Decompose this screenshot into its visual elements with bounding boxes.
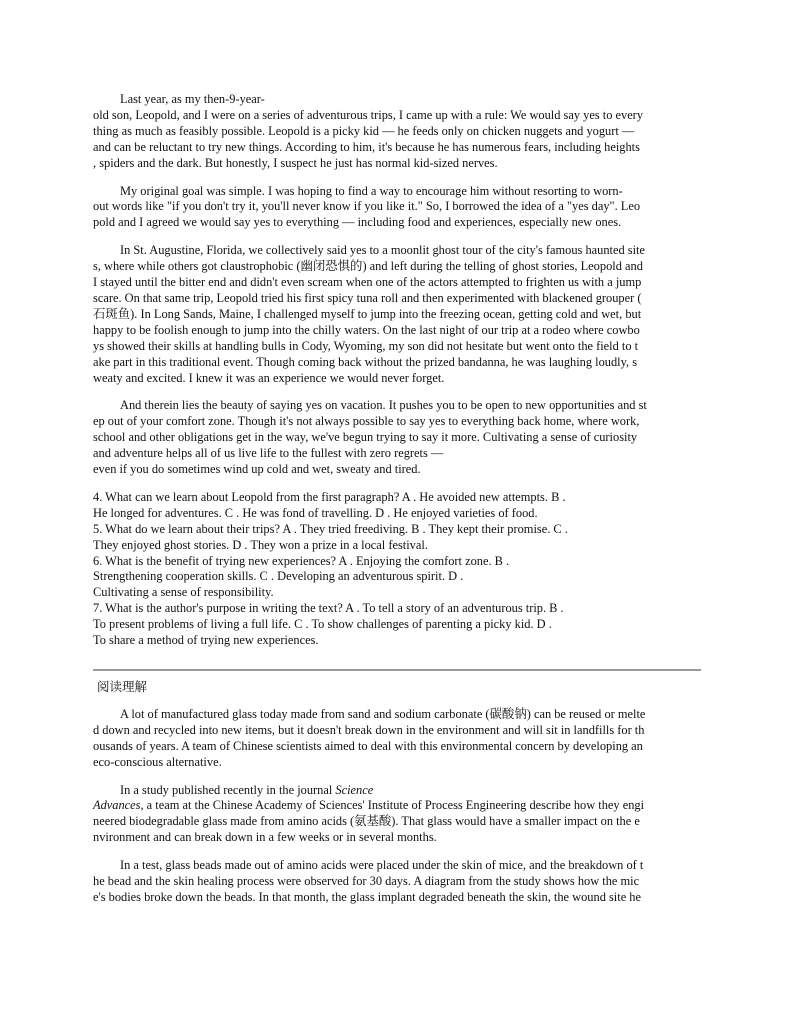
text-line: scare. On that same trip, Leopold tried his first spicy tuna roll and then experimented with blackened grouper ( bbox=[93, 290, 642, 305]
text-line: 石斑鱼). In Long Sands, Maine, I challenged myself to jump into the freezing ocean, getting cold and wet, but bbox=[93, 306, 642, 321]
text-run: , a team at the Chinese Academy of Sciences' Institute of Process Engineering describe how they engi bbox=[140, 798, 645, 813]
passage-1 bbox=[93, 92, 701, 649]
text-line: weaty and excited. I knew it was an experience we would never forget. bbox=[93, 370, 445, 385]
document-page bbox=[93, 92, 701, 918]
section-title: 阅读理解 bbox=[97, 679, 148, 694]
text-line: s, where while others got claustrophobic (幽闭恐惧的) and left during the telling of ghost stories, Leopold and bbox=[93, 259, 643, 274]
text-line bbox=[93, 783, 701, 799]
text-line: My original goal was simple. I was hoping to find a way to encourage him without resorting to worn- bbox=[120, 183, 623, 198]
question-line: He longed for adventures. C . He was fond of travelling. D . He enjoyed varieties of food. bbox=[93, 505, 538, 520]
text-line: school and other obligations get in the way, we've begun trying to say it more. Cultivating a sense of curiosity bbox=[93, 430, 638, 445]
question-line: To present problems of living a full life. C . To show challenges of parenting a picky kid. D . bbox=[93, 617, 552, 632]
paragraph-3 bbox=[93, 858, 701, 906]
journal-name: Advances bbox=[93, 798, 141, 813]
text-line: even if you do sometimes wind up cold and wet, sweaty and tired. bbox=[93, 462, 421, 477]
text-line: In St. Augustine, Florida, we collectively said yes to a moonlit ghost tour of the city's famous haunted site bbox=[120, 243, 645, 258]
text-line: nvironment and can break down in a few weeks or in several months. bbox=[93, 830, 437, 845]
text-run: In a study published recently in the journal bbox=[120, 782, 336, 797]
question-line: 5. What do we learn about their trips? A . They tried freediving. B . They kept their promise. C . bbox=[93, 521, 568, 536]
text-line: neered biodegradable glass made from amino acids (氨基酸). That glass would have a smaller impact on the e bbox=[93, 814, 640, 829]
text-line: ousands of years. A team of Chinese scientists aimed to deal with this environmental concern by developing an bbox=[93, 738, 643, 753]
question-line: 4. What can we learn about Leopold from the first paragraph? A . He avoided new attempts. B . bbox=[93, 489, 566, 504]
paragraph-2 bbox=[93, 783, 701, 847]
question-line: They enjoyed ghost stories. D . They won a prize in a local festival. bbox=[93, 537, 428, 552]
text-line: he bead and the skin healing process were observed for 30 days. A diagram from the study shows how the mic bbox=[93, 874, 640, 889]
question-line: 7. What is the author's purpose in writing the text? A . To tell a story of an adventurous trip. B . bbox=[93, 601, 564, 616]
text-line: pold and I agreed we would say yes to everything — including food and experiences, especially new ones. bbox=[93, 215, 622, 230]
question-line: Cultivating a sense of responsibility. bbox=[93, 585, 274, 600]
paragraph-2 bbox=[93, 184, 701, 232]
text-line: happy to be foolish enough to jump into the chilly waters. On the last night of our trip at a rodeo where cowbo bbox=[93, 322, 640, 337]
paragraph-1 bbox=[93, 707, 701, 771]
text-line: and adventure helps all of us live life to the fullest with zero regrets — bbox=[93, 446, 444, 461]
text-line: A lot of manufactured glass today made from sand and sodium carbonate (碳酸钠) can be reused or melte bbox=[120, 706, 646, 721]
question-line: Strengthening cooperation skills. C . Developing an adventurous spirit. D . bbox=[93, 569, 464, 584]
text-line: and can be reluctant to try new things. According to him, it's because he has numerous fears, including heights bbox=[93, 139, 640, 154]
text-line: out words like "if you don't try it, you'll never know if you like it." So, I borrowed the idea of a "yes day". Leo bbox=[93, 199, 641, 214]
text-line: ys showed their skills at handling bulls in Cody, Wyoming, my son did not hesitate but went onto the field to t bbox=[93, 338, 639, 353]
question-line: To share a method of trying new experiences. bbox=[93, 633, 319, 648]
text-line: Last year, as my then-9-year- bbox=[120, 92, 265, 106]
text-line bbox=[93, 798, 701, 814]
passage-2 bbox=[93, 707, 701, 906]
question-line: 6. What is the benefit of trying new experiences? A . Enjoying the comfort zone. B . bbox=[93, 553, 510, 568]
text-line: eco-conscious alternative. bbox=[93, 754, 222, 769]
text-line: I stayed until the bitter end and didn't even scream when one of the actors attempted to frighten us with a jump bbox=[93, 275, 642, 290]
text-line: In a test, glass beads made out of amino acids were placed under the skin of mice, and the breakdown of t bbox=[120, 858, 644, 873]
paragraph-3 bbox=[93, 243, 701, 386]
text-line: ep out of your comfort zone. Though it's not always possible to say yes to everything back home, where work, bbox=[93, 414, 640, 429]
text-line: , spiders and the dark. But honestly, I suspect he just has normal kid-sized nerves. bbox=[93, 155, 498, 170]
text-line: thing as much as feasibly possible. Leopold is a picky kid — he feeds only on chicken nuggets and yogurt — bbox=[93, 123, 635, 138]
text-line: ake part in this traditional event. Though coming back without the prized bandanna, he was laughing loudly, s bbox=[93, 354, 638, 369]
paragraph-1 bbox=[93, 92, 701, 172]
text-line: e's bodies broke down the beads. In that month, the glass implant degraded beneath the skin, the wound site he bbox=[93, 889, 641, 904]
text-line: old son, Leopold, and I were on a series of adventurous trips, I came up with a rule: We would say yes to every bbox=[93, 107, 644, 122]
text-line: d down and recycled into new items, but it doesn't break down in the environment and will sit in landfills for th bbox=[93, 722, 645, 737]
question-list bbox=[93, 490, 701, 649]
paragraph-4 bbox=[93, 398, 701, 478]
journal-name: Science bbox=[335, 782, 374, 797]
text-line: And therein lies the beauty of saying yes on vacation. It pushes you to be open to new opportunities and st bbox=[120, 398, 647, 413]
section-divider bbox=[93, 669, 701, 671]
